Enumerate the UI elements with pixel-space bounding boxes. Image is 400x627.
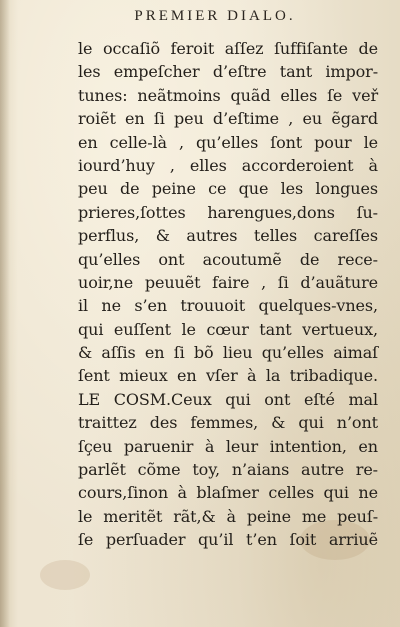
text-line: uoir,ne peuuẽt faire , ſi d’auãture (78, 272, 378, 292)
text-line: cours,ſinon à blaſmer celles qui ne (78, 483, 378, 503)
text-line: le meritẽt rãt,& à peine me peuſ- (78, 506, 378, 526)
running-head (0, 8, 400, 25)
text-line: prieres,ſottes harengues,dons ſu- (78, 202, 378, 222)
text-line: & aſſis en ſi bõ lieu qu’elles aimaſ (78, 343, 378, 363)
text-line: iourd’huy , elles accorderoient à (78, 155, 378, 175)
text-line: roiẽt en ſi peu d’eſtime , eu ẽgard (78, 109, 378, 129)
text-line: le occaſiõ feroit aſſez ſuffiſante de (78, 39, 378, 58)
text-line: il ne s’en trouuoit quelques-vnes, (78, 296, 378, 316)
paper-stain (40, 560, 90, 590)
text-line-speaker: LE COSM.Ceux qui ont eſté mal (78, 389, 378, 409)
page-gutter-shadow (0, 0, 10, 627)
text-line: qui euſſent le cœur tant vertueux, (78, 319, 378, 339)
text-line: traittez des femmes, & qui n’ont (78, 413, 378, 433)
text-line: ſe perſuader qu’il t’en ſoit arriuẽ (78, 530, 378, 550)
running-head-text: PREMIER DIALO. (134, 8, 296, 24)
text-line: tunes: neãtmoins quãd elles ſe veř (78, 85, 378, 105)
text-line: en celle-là , qu’elles ſont pour le (78, 132, 378, 152)
text-line: perflus, & autres telles careſſes (78, 226, 378, 246)
text-line: peu de peine ce que les longues (78, 179, 378, 199)
text-line: parlẽt cõme toy, n’aians autre re- (78, 460, 378, 480)
text-line: ſçeu paruenir à leur intention, en (78, 436, 378, 456)
text-line: les empeſcher d’eſtre tant impor- (78, 62, 378, 82)
text-line: ſent mieux en vſer à la tribadique. (78, 366, 378, 386)
text-line: qu’elles ont acoutumẽ de rece- (78, 249, 378, 269)
body-text (78, 37, 378, 552)
